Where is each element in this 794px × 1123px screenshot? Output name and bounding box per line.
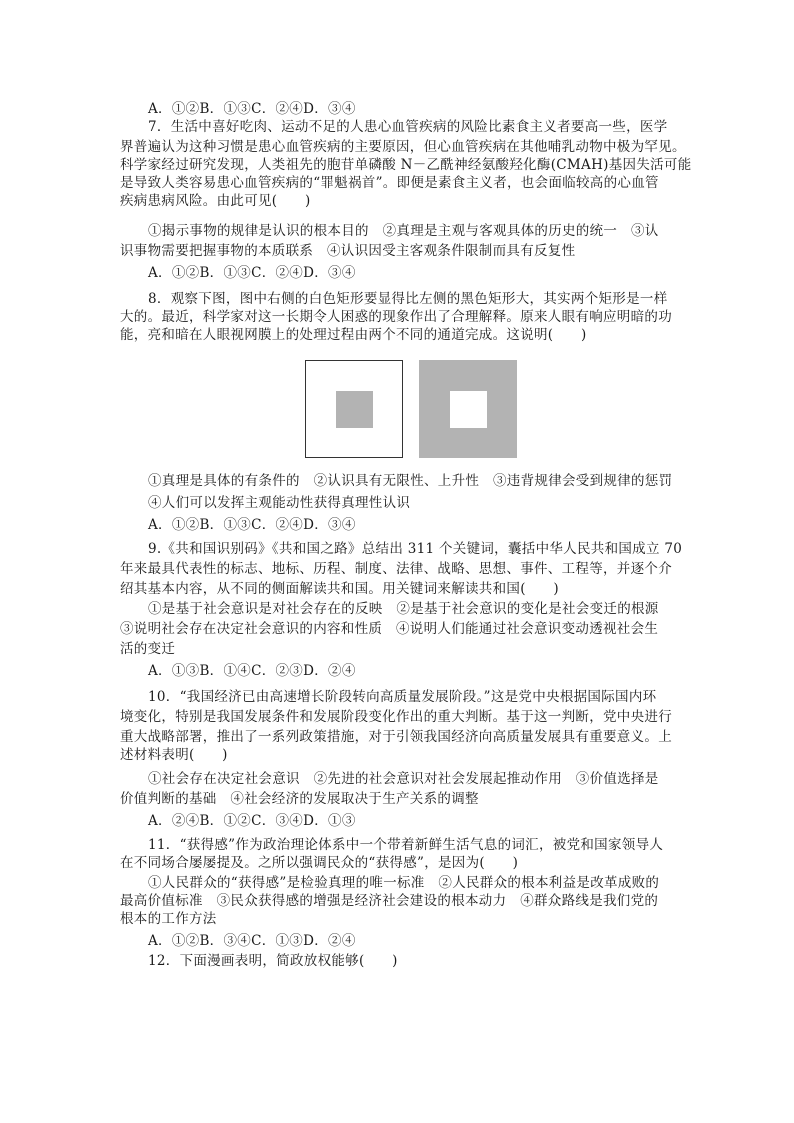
text-line: A．①②B．①③C．②④D．③④ — [148, 101, 356, 117]
text-line: ①社会存在决定社会意识 ②先进的社会意识对社会发展起推动作用 ③价值选择是 — [148, 771, 659, 787]
text-line: 最高价值标准 ③民众获得感的增强是经济社会建设的根本动力 ④群众路线是我们党的 — [120, 893, 659, 909]
text-line: ①是基于社会意识是对社会存在的反映 ②是基于社会意识的变化是社会变迁的根源 — [148, 601, 659, 617]
text-line: A．①③B．①④C．②③D．②④ — [148, 663, 356, 679]
text-line: A．②④B．①②C．③④D．①③ — [148, 813, 356, 829]
text-line: 12．下面漫画表明，简政放权能够( ) — [148, 953, 398, 969]
text-line: 年来最具代表性的标志、地标、历程、制度、法律、战略、思想、事件、工程等，并逐个介 — [120, 561, 672, 577]
text-line: 能，亮和暗在人眼视网膜上的处理过程由两个不同的通道完成。这说明( ) — [120, 327, 587, 343]
left-rectangle-figure — [305, 360, 403, 458]
text-line: 9.《共和国识别码》《共和国之路》总结出 311 个关键词，囊括中华人民共和国成立 70 — [148, 541, 683, 557]
text-line: ①真理是具体的有条件的 ②认识具有无限性、上升性 ③违背规律会受到规律的惩罚 — [148, 473, 673, 489]
text-line: 活的变迁 — [120, 641, 176, 657]
text-line: 价值判断的基础 ④社会经济的发展取决于生产关系的调整 — [120, 791, 479, 807]
text-line: A．①②B．①③C．②④D．③④ — [148, 517, 356, 533]
text-line: ③说明社会存在决定社会意识的内容和性质 ④说明人们能通过社会意识变动透视社会生 — [120, 621, 659, 637]
text-line: 界普遍认为这种习惯是患心血管疾病的主要原因，但心血管疾病在其他哺乳动物中极为罕见。 — [120, 139, 686, 155]
text-line: 识事物需要把握事物的本质联系 ④认识因受主客观条件限制而具有反复性 — [120, 243, 576, 259]
text-line: 在不同场合屡屡提及。之所以强调民众的“获得感”，是因为( ) — [120, 855, 519, 871]
text-line: 是导致人类容易患心血管疾病的“罪魁祸首”。即便是素食主义者，也会面临较高的心血管 — [120, 175, 659, 191]
text-line: ①人民群众的“获得感”是检验真理的唯一标准 ②人民群众的根本利益是改革成败的 — [148, 875, 660, 891]
text-line: 8．观察下图，图中右侧的白色矩形要显得比左侧的黑色矩形大，其实两个矩形是一样 — [148, 291, 668, 307]
text-line: 7．生活中喜好吃肉、运动不足的人患心血管疾病的风险比素食主义者要高一些，医学 — [148, 119, 668, 135]
text-line: A．①②B．③④C．①③D．②④ — [148, 933, 356, 949]
text-line: ①揭示事物的规律是认识的根本目的 ②真理是主观与客观具体的历史的统一 ③认 — [148, 223, 659, 239]
text-line: 大的。最近，科学家对这一长期令人困惑的现象作出了合理解释。原来人眼有响应明暗的功 — [120, 309, 672, 325]
text-line: 11．“获得感”作为政治理论体系中一个带着新鲜生活气息的词汇，被党和国家领导人 — [148, 837, 664, 853]
optical-illusion-figure — [305, 360, 517, 458]
text-line: 10．“我国经济已由高速增长阶段转向高质量发展阶段。”这是党中央根据国际国内环 — [148, 689, 657, 705]
text-line: 绍其基本内容，从不同的侧面解读共和国。用关键词来解读共和国( ) — [120, 581, 559, 597]
right-inner-square — [450, 391, 487, 428]
text-line: ④人们可以发挥主观能动性获得真理性认识 — [148, 495, 411, 511]
text-line: A．①②B．①③C．②④D．③④ — [148, 265, 356, 281]
right-rectangle-figure — [419, 360, 517, 458]
text-line: 重大战略部署，推出了一系列政策措施，对于引领我国经济向高质量发展具有重要意义。上 — [120, 729, 672, 745]
text-line: 科学家经过研究发现，人类祖先的胞苷单磷酸 N－乙酰神经氨酸羟化酶(CMAH)基因失活可能 — [120, 157, 692, 173]
text-line: 疾病患病风险。由此可见( ) — [120, 193, 311, 209]
text-line: 根本的工作方法 — [120, 911, 217, 927]
text-line: 境变化，特别是我国发展条件和发展阶段变化作出的重大判断。基于这一判断，党中央进行 — [120, 709, 672, 725]
text-line: 述材料表明( ) — [120, 747, 228, 763]
left-inner-square — [336, 391, 373, 428]
